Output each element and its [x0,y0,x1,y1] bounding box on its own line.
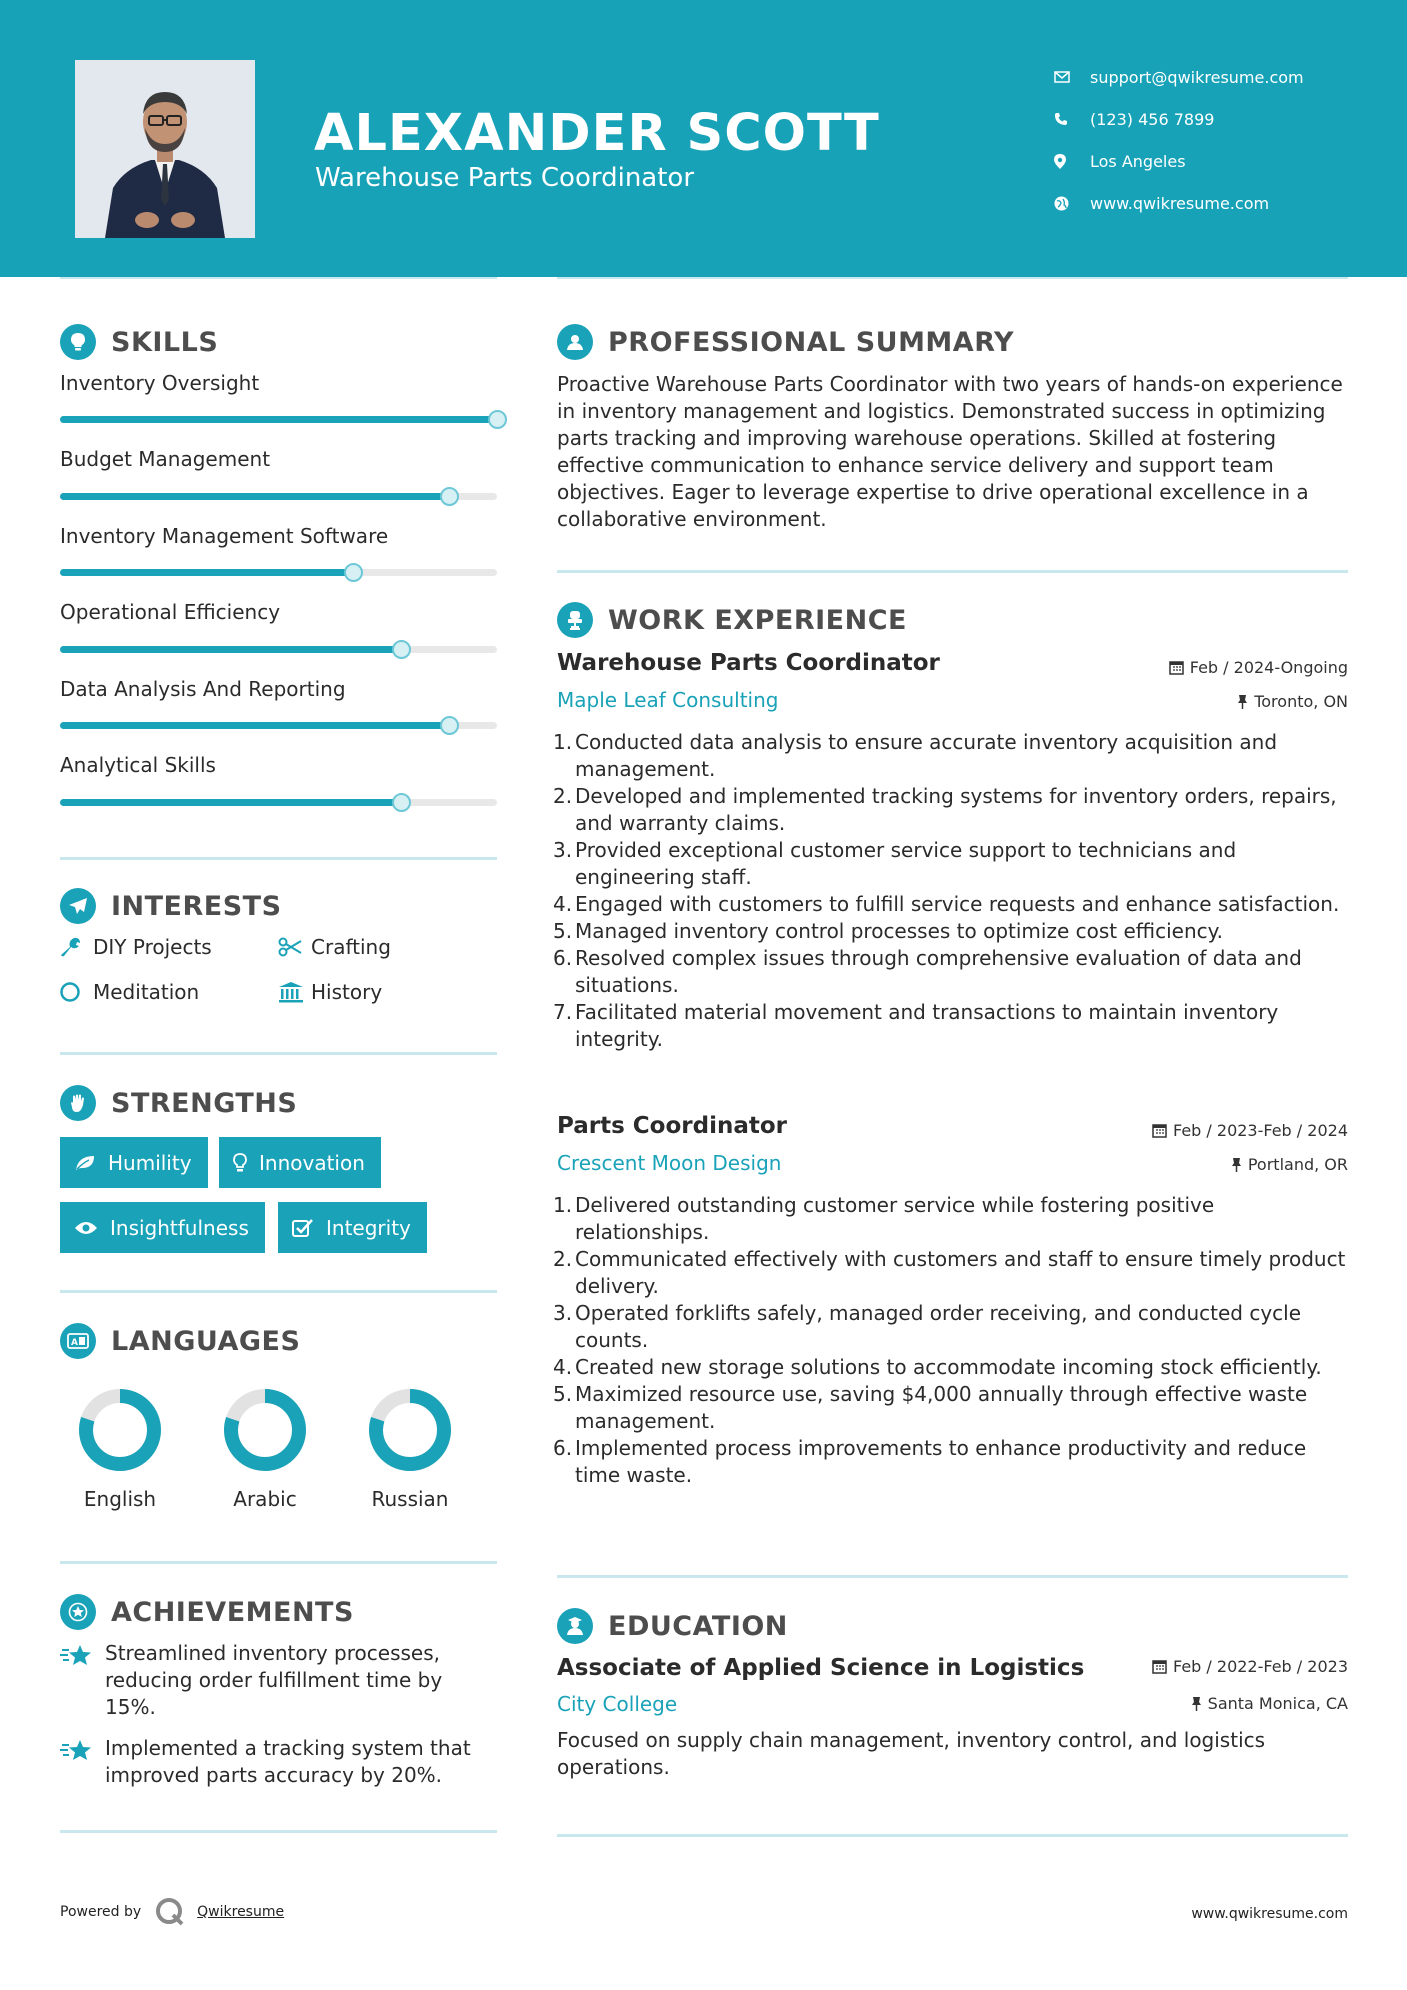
job-date-text: Feb / 2024-Ongoing [1189,658,1348,677]
skill-bar-knob [392,640,411,659]
globe-icon [1054,196,1090,211]
candidate-name: ALEXANDER SCOTT [314,104,880,163]
lightbulb-icon [233,1153,247,1173]
contact-phone[interactable] [1054,98,1304,140]
section-divider [557,1834,1348,1837]
skill-bar-knob [440,716,459,735]
contact-website[interactable] [1054,182,1304,224]
education-date-text: Feb / 2022-Feb / 2023 [1173,1657,1348,1676]
job-bullet [553,891,1353,918]
job-title: Warehouse Parts Coordinator [557,650,940,676]
calendar-icon [1152,1659,1167,1674]
bullet-text: Communicated effectively with customers and staff to ensure timely product delivery. [575,1247,1346,1298]
job-bullet [553,1246,1353,1300]
strength-label: Integrity [326,1215,411,1240]
strength-label: Insightfulness [110,1215,249,1240]
strength-badge [219,1137,381,1188]
job-date [1169,658,1348,677]
contact-location [1054,140,1304,182]
bullet-text: Operated forklifts safely, managed order receiving, and conducted cycle counts. [575,1301,1302,1352]
job-bullet [553,729,1353,783]
bullet-number: 3. [553,838,573,862]
contact-email-text: support@qwikresume.com [1090,67,1304,87]
skill-bar-fill [60,646,401,653]
language-label: Arabic [233,1487,297,1511]
bullet-number: 5. [553,1382,573,1406]
bullet-text: Managed inventory control processes to optimize cost efficiency. [575,919,1223,943]
user-icon [557,324,593,360]
skill-bar-fill [60,569,353,576]
job-location [1231,1155,1348,1174]
header-divider-left [60,277,497,279]
job-bullet [553,1192,1353,1246]
job-bullets [553,1192,1353,1489]
contact-location-text: Los Angeles [1090,151,1186,171]
calendar-icon [1152,1123,1167,1138]
section-divider [557,1575,1348,1578]
skill-label: Operational Efficiency [60,600,281,624]
resume-header [0,0,1407,277]
leaf-icon [74,1154,96,1172]
bullet-text: Created new storage solutions to accommodate incoming stock efficiently. [575,1355,1322,1379]
map-pin-icon [1054,154,1090,169]
candidate-role: Warehouse Parts Coordinator [315,163,695,193]
strength-badge [60,1202,265,1253]
star-icon [60,1640,105,1721]
skill-label: Data Analysis And Reporting [60,677,346,701]
pushpin-icon [1231,1157,1242,1172]
qwikresume-logo-icon [155,1897,185,1927]
achievement-text: Implemented a tracking system that improved parts accuracy by 20%. [105,1736,471,1787]
job-date-text: Feb / 2023-Feb / 2024 [1173,1121,1348,1140]
section-divider [60,1052,497,1055]
skill-bar-knob [344,563,363,582]
interest-label: Meditation [93,980,200,1004]
section-divider [60,1290,497,1293]
skill-bar-knob [392,793,411,812]
school-name: City College [557,1692,678,1716]
achievement-text: Streamlined inventory processes, reducing order fulfillment time by 15%. [105,1641,443,1719]
job-bullets [553,729,1353,1053]
chair-icon [557,602,593,638]
achievement-item [60,1640,497,1721]
job-location-text: Toronto, ON [1254,692,1348,711]
strength-label: Humility [108,1150,192,1175]
skill-bar-fill [60,493,449,500]
powered-by-text: Powered by [60,1904,142,1920]
language-icon [60,1323,96,1359]
calendar-icon [1169,660,1184,675]
degree-title: Associate of Applied Science in Logistics [557,1655,1085,1681]
qwikresume-link[interactable]: Qwikresume [197,1904,285,1920]
wrench-icon [60,936,93,958]
graduate-icon [557,1608,593,1644]
job-bullet [553,999,1353,1053]
contact-email[interactable] [1054,56,1304,98]
skill-label: Inventory Oversight [60,371,260,395]
language-label: English [83,1487,157,1511]
section-divider [557,570,1348,573]
circle-icon [60,981,93,1003]
job-bullet [553,1354,1353,1381]
company-name: Crescent Moon Design [557,1151,782,1175]
bullet-number: 6. [553,946,573,970]
language-level-donut [220,1385,310,1475]
job-bullet [553,837,1353,891]
skill-bar-knob [440,487,459,506]
bullet-number: 2. [553,1247,573,1271]
bullet-number: 3. [553,1301,573,1325]
skill-bar [60,569,497,576]
bullet-text: Facilitated material movement and transactions to maintain inventory integrity. [575,1000,1279,1051]
skill-bar [60,646,497,653]
lightbulb-icon [60,324,96,360]
star-icon [60,1735,105,1789]
footer-url[interactable]: www.qwikresume.com [1191,1906,1348,1922]
strengths-title: STRENGTHS [111,1087,298,1119]
pushpin-icon [1191,1696,1202,1711]
skill-label: Budget Management [60,447,271,471]
bullet-number: 1. [553,1193,573,1217]
skill-label: Inventory Management Software [60,524,389,548]
job-bullet [553,783,1353,837]
job-location [1237,692,1348,711]
bullet-number: 1. [553,730,573,754]
section-divider [60,1561,497,1564]
summary-heading [557,324,1014,360]
language-label: Russian [371,1487,449,1511]
eye-icon [74,1220,98,1236]
bullet-number: 4. [553,892,573,916]
skill-bar-knob [488,410,507,429]
achievement-item [60,1735,497,1789]
language-item [205,1385,325,1511]
bullet-text: Conducted data analysis to ensure accurate inventory acquisition and management. [575,730,1278,781]
achievements-heading [60,1594,354,1630]
bullet-text: Maximized resource use, saving $4,000 annually through effective waste management. [575,1382,1308,1433]
job-location-text: Portland, OR [1247,1155,1348,1174]
interest-item [278,935,391,959]
bullet-number: 4. [553,1355,573,1379]
achievements-title: ACHIEVEMENTS [111,1596,354,1628]
education-description: Focused on supply chain management, inventory control, and logistics operations. [557,1728,1266,1779]
bullet-text: Implemented process improvements to enhance productivity and reduce time waste. [575,1436,1307,1487]
interests-heading [60,888,282,924]
job-bullet [553,1300,1353,1354]
strength-badge [278,1202,427,1253]
strength-badge [60,1137,208,1188]
bullet-number: 6. [553,1436,573,1460]
language-item [350,1385,470,1511]
interest-label: Crafting [311,935,391,959]
languages-title: LANGUAGES [111,1325,301,1357]
bullet-text: Delivered outstanding customer service while fostering positive relationships. [575,1193,1215,1244]
education-title: EDUCATION [608,1610,788,1642]
bullet-text: Developed and implemented tracking systems for inventory orders, repairs, and warranty claims. [575,784,1337,835]
scissors-icon [278,937,311,957]
contact-website-text: www.qwikresume.com [1090,193,1270,213]
interest-item [60,935,212,959]
language-level-donut [365,1385,455,1475]
job-bullet [553,1381,1353,1435]
paper-plane-icon [60,888,96,924]
raised-hand-icon [60,1085,96,1121]
bullet-text: Provided exceptional customer service support to technicians and engineering staff. [575,838,1237,889]
job-date [1152,1121,1348,1140]
section-divider [60,1830,497,1833]
bullet-text: Engaged with customers to fulfill service requests and enhance satisfaction. [575,892,1340,916]
phone-icon [1054,112,1090,126]
skill-bar-fill [60,416,497,423]
job-bullet [553,1435,1353,1489]
contact-list [1054,56,1304,224]
header-divider-right [557,277,1348,279]
interest-label: DIY Projects [93,935,212,959]
education-location-text: Santa Monica, CA [1207,1694,1348,1713]
interest-item [60,980,199,1004]
checkbox-icon [292,1218,314,1238]
job-bullet [553,918,1353,945]
section-divider [60,857,497,860]
job-title: Parts Coordinator [557,1113,787,1139]
language-level-donut [75,1385,165,1475]
summary-text: Proactive Warehouse Parts Coordinator with two years of hands-on experience in inventory management and logistics. Demonstrated success in optimizing parts tracking and improving warehouse operations. Skilled at fostering effective communication to enhance service delivery and support team objectives. Eager to leverage expertise to drive operational excellence in a collaborative environment. [557,372,1343,531]
languages-heading [60,1323,300,1359]
skill-bar [60,722,497,729]
language-item [60,1385,180,1511]
skills-title: SKILLS [111,326,219,358]
experience-heading [557,602,907,638]
skill-bar [60,493,497,500]
interest-label: History [311,980,383,1004]
envelope-icon [1054,71,1090,83]
education-location [1191,1694,1348,1713]
skill-bar-fill [60,799,401,806]
museum-icon [278,981,311,1003]
company-name: Maple Leaf Consulting [557,688,779,712]
strengths-heading [60,1085,297,1121]
skill-bar [60,416,497,423]
interest-item [278,980,382,1004]
contact-phone-text: (123) 456 7899 [1090,109,1215,129]
bullet-number: 5. [553,919,573,943]
skill-bar [60,799,497,806]
pushpin-icon [1237,694,1248,709]
skill-bar-fill [60,722,449,729]
svg-text:A: A [71,1338,78,1348]
skill-label: Analytical Skills [60,753,216,777]
education-heading [557,1608,788,1644]
summary-title: PROFESSIONAL SUMMARY [608,326,1015,358]
bullet-text: Resolved complex issues through comprehensive evaluation of data and situations. [575,946,1302,997]
interests-title: INTERESTS [111,890,282,922]
experience-title: WORK EXPERIENCE [608,604,907,636]
profile-photo [75,60,255,238]
bullet-number: 7. [553,1000,573,1024]
bullet-number: 2. [553,784,573,808]
education-date [1152,1657,1348,1676]
strength-label: Innovation [259,1150,365,1175]
job-bullet [553,945,1353,999]
skills-heading [60,324,218,360]
star-badge-icon [60,1594,96,1630]
footer-powered-by [60,1897,284,1927]
